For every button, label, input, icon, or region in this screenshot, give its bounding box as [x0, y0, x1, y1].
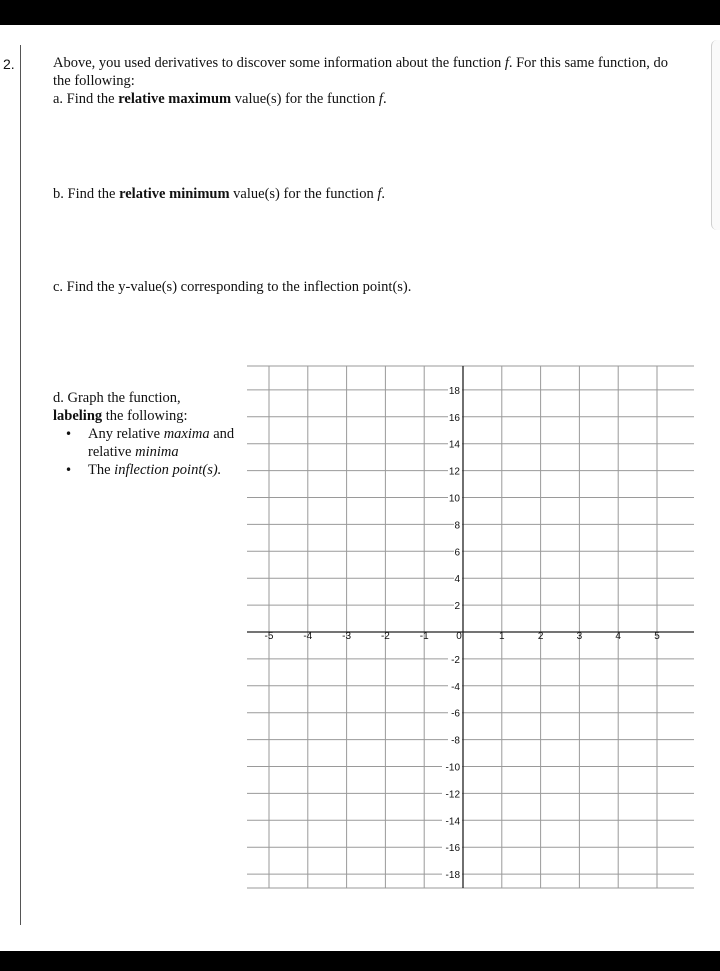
x-tick-label: 5 [654, 631, 660, 642]
y-tick-label: -16 [445, 843, 460, 855]
bullet2-pre: The [88, 462, 115, 478]
part-b-prefix: b. Find the [53, 186, 120, 202]
y-tick-label: 4 [454, 574, 460, 586]
x-tick-label: 3 [576, 631, 583, 642]
y-tick-label: -14 [445, 816, 460, 828]
x-tick-label: 0 [456, 631, 462, 642]
bullet1-maxima: maxima [163, 426, 210, 442]
problem-number: 2. [3, 56, 15, 72]
y-tick-label: 16 [448, 412, 460, 424]
y-tick-label: 10 [448, 493, 460, 505]
y-tick-label: 12 [448, 466, 460, 478]
y-tick-label: -8 [451, 735, 460, 747]
y-tick-label: 14 [448, 439, 460, 451]
part-a-bold: relative maximum [118, 91, 232, 107]
part-b-bold: relative minimum [119, 186, 230, 202]
bullet1-mid: and relative [88, 426, 235, 460]
x-tick-label: -3 [342, 631, 352, 642]
bullet1-minima: minima [135, 444, 179, 460]
part-b-f: f [377, 186, 382, 202]
y-tick-label: 18 [448, 385, 460, 397]
part-c: c. Find the y-value(s) corresponding to the inflection point(s). [53, 279, 412, 295]
part-a-end: . [382, 91, 387, 107]
x-tick-label: 2 [537, 631, 544, 642]
x-tick-label: 4 [615, 631, 621, 642]
bullet-icon: • [65, 463, 73, 477]
y-tick-label: -6 [451, 708, 460, 720]
x-tick-label: -1 [419, 631, 429, 642]
part-b-end: . [381, 186, 385, 202]
y-tick-label: 2 [454, 601, 460, 613]
part-a-f: f [378, 91, 383, 107]
part-d-line1: d. Graph the function, [53, 390, 181, 406]
y-tick-label: -10 [445, 762, 460, 774]
part-a-prefix: a. Find the [53, 91, 119, 107]
part-d-line2: the following: [102, 408, 188, 424]
intro-text-1: Above, you used derivatives to discover some information about the function [53, 55, 505, 71]
bullet1-pre: Any relative [88, 426, 164, 442]
x-tick-label: -5 [264, 631, 274, 642]
part-d-bold: labeling [53, 408, 103, 424]
x-tick-label: -2 [380, 631, 390, 642]
intro-f: f [504, 55, 509, 71]
bottom-black-bar [0, 951, 720, 971]
y-tick-label: -2 [451, 654, 460, 666]
part-b-suffix: value(s) for the function [229, 186, 378, 202]
x-tick-label: 1 [499, 631, 505, 642]
part-a-suffix: value(s) for the function [231, 91, 379, 107]
intro-text-2: . For this same function, do the following: [53, 55, 668, 89]
bullet-icon: • [65, 427, 73, 441]
y-tick-label: -12 [445, 789, 460, 801]
y-tick-label: -18 [445, 870, 460, 882]
bullet2-inflection: inflection point(s). [114, 462, 222, 478]
y-tick-label: 8 [454, 520, 460, 532]
y-tick-label: -4 [451, 681, 460, 693]
x-tick-label: -4 [303, 631, 313, 642]
y-tick-label: 6 [454, 547, 460, 559]
